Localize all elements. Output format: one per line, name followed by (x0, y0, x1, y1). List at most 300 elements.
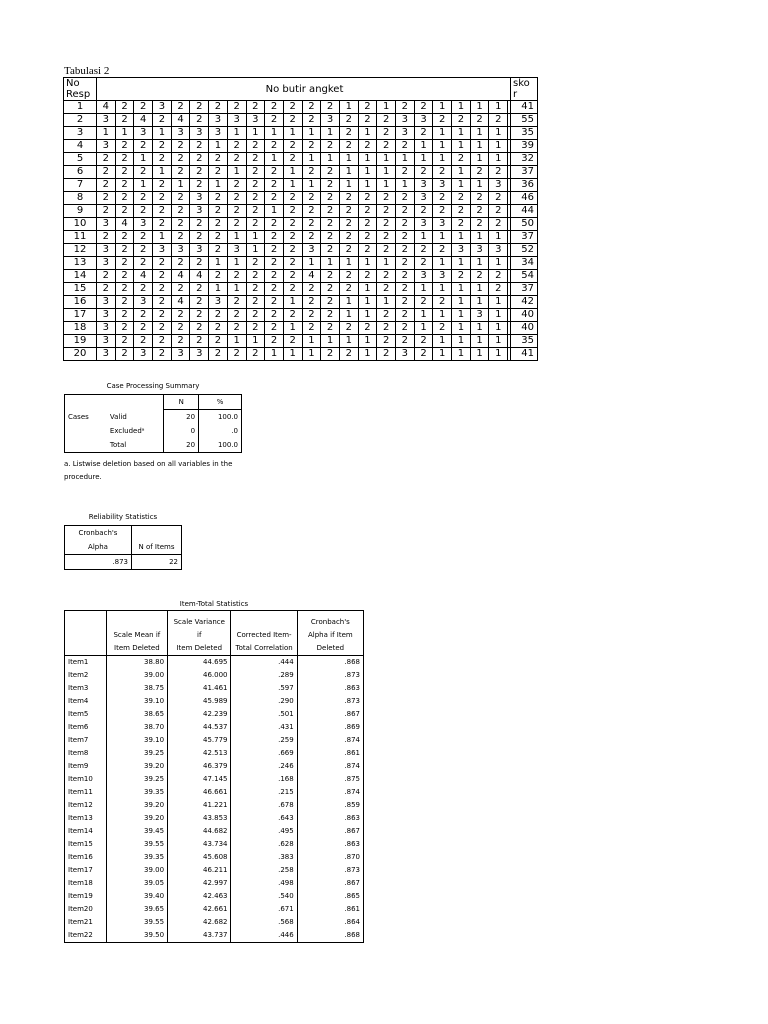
scale-mean-cell: 39.40 (106, 890, 167, 903)
item-score-cell: 2 (246, 270, 265, 283)
item-score-cell: 2 (209, 322, 228, 335)
item-score-cell: 2 (227, 270, 246, 283)
corrected-correlation-cell: .628 (231, 838, 297, 851)
item-score-cell: 2 (339, 192, 358, 205)
total-score-cell: 42 (511, 296, 538, 309)
scale-variance-cell: 44.537 (168, 721, 231, 734)
scale-variance-cell: 46.661 (168, 786, 231, 799)
item-score-cell: 3 (153, 244, 172, 257)
item-score-cell: 2 (153, 179, 172, 192)
item-score-cell: 3 (171, 348, 190, 361)
corrected-correlation-cell: .597 (231, 682, 297, 695)
item-score-cell: 1 (452, 140, 471, 153)
item-score-cell: 2 (283, 153, 302, 166)
scale-mean-header: Scale Mean if Item Deleted (106, 611, 167, 656)
item-score-cell: 2 (414, 335, 433, 348)
item-score-cell: 1 (302, 257, 321, 270)
item-score-cell: 3 (97, 114, 116, 127)
total-score-cell: 44 (511, 205, 538, 218)
item-score-cell: 3 (227, 114, 246, 127)
alpha-if-deleted-header: Cronbach's Alpha if Item Deleted (297, 611, 363, 656)
item-score-cell: 2 (377, 218, 396, 231)
item-score-cell: 2 (265, 257, 284, 270)
item-score-cell: 2 (302, 101, 321, 114)
item-score-cell: 1 (339, 101, 358, 114)
item-score-cell: 2 (153, 309, 172, 322)
total-score-cell: 37 (511, 231, 538, 244)
item-total-row (65, 669, 364, 682)
total-score-cell: 41 (511, 348, 538, 361)
item-total-row (65, 747, 364, 760)
item-score-cell: 2 (190, 101, 209, 114)
tabulasi-row (64, 244, 538, 257)
tabulasi-row (64, 127, 538, 140)
item-label: Item20 (65, 903, 107, 916)
item-score-cell: 2 (209, 218, 228, 231)
alpha-if-deleted-cell: .868 (297, 929, 363, 943)
item-score-cell: 2 (396, 270, 415, 283)
reliability-table (64, 525, 182, 570)
item-total-row (65, 812, 364, 825)
item-score-cell: 3 (489, 244, 508, 257)
scale-variance-cell: 43.737 (168, 929, 231, 943)
item-score-cell: 2 (171, 309, 190, 322)
item-score-cell: 2 (134, 231, 153, 244)
item-score-cell: 2 (302, 283, 321, 296)
alpha-if-deleted-cell: .863 (297, 812, 363, 825)
item-label: Item3 (65, 682, 107, 695)
item-score-cell: 2 (321, 218, 340, 231)
item-score-cell: 2 (414, 257, 433, 270)
item-score-cell: 2 (302, 140, 321, 153)
item-score-cell: 1 (470, 140, 489, 153)
scale-variance-cell: 42.997 (168, 877, 231, 890)
item-score-cell: 2 (171, 231, 190, 244)
item-score-cell: 2 (377, 140, 396, 153)
item-score-cell: 1 (358, 296, 377, 309)
item-score-cell: 2 (414, 101, 433, 114)
item-score-cell: 1 (470, 335, 489, 348)
item-score-cell: 2 (190, 140, 209, 153)
item-score-cell: 2 (134, 101, 153, 114)
item-score-cell: 1 (452, 335, 471, 348)
item-score-cell: 2 (321, 231, 340, 244)
scale-mean-cell: 39.20 (106, 812, 167, 825)
item-score-cell: 2 (396, 283, 415, 296)
alpha-if-deleted-cell: .873 (297, 864, 363, 877)
item-score-cell: 2 (171, 192, 190, 205)
scale-variance-cell: 42.661 (168, 903, 231, 916)
resp-number-cell: 4 (64, 140, 97, 153)
item-score-cell: 1 (433, 335, 452, 348)
item-score-cell: 2 (209, 205, 228, 218)
total-score-cell: 40 (511, 322, 538, 335)
item-score-cell: 2 (153, 140, 172, 153)
item-score-cell: 4 (171, 114, 190, 127)
item-score-cell: 1 (396, 153, 415, 166)
item-score-cell: 2 (246, 166, 265, 179)
alpha-if-deleted-cell: .874 (297, 734, 363, 747)
item-score-cell: 2 (190, 283, 209, 296)
item-score-cell: 2 (265, 283, 284, 296)
scale-mean-cell: 39.20 (106, 760, 167, 773)
item-score-cell: 1 (358, 166, 377, 179)
item-score-cell: 3 (97, 218, 116, 231)
item-total-title: Item-Total Statistics (179, 600, 249, 608)
total-score-cell: 40 (511, 309, 538, 322)
item-score-cell: 3 (171, 127, 190, 140)
item-score-cell: 3 (97, 244, 116, 257)
item-score-cell: 2 (171, 153, 190, 166)
item-score-cell: 1 (470, 322, 489, 335)
pct-header: % (199, 395, 242, 410)
corrected-correlation-cell: .289 (231, 669, 297, 682)
item-score-cell: 1 (283, 296, 302, 309)
item-score-cell: 1 (153, 166, 172, 179)
scale-mean-cell: 39.20 (106, 799, 167, 812)
item-score-cell: 2 (302, 218, 321, 231)
resp-number-cell: 1 (64, 101, 97, 114)
scale-mean-cell: 39.55 (106, 916, 167, 929)
item-score-cell: 2 (246, 348, 265, 361)
item-score-cell: 2 (115, 205, 134, 218)
item-total-row (65, 903, 364, 916)
item-score-cell: 2 (321, 205, 340, 218)
alpha-if-deleted-cell: .873 (297, 695, 363, 708)
item-score-cell: 2 (153, 192, 172, 205)
item-score-cell: 1 (414, 283, 433, 296)
item-total-row (65, 773, 364, 786)
resp-number-cell: 17 (64, 309, 97, 322)
item-score-cell: 2 (283, 218, 302, 231)
item-score-cell: 2 (246, 205, 265, 218)
item-score-cell: 1 (302, 127, 321, 140)
scale-variance-cell: 45.779 (168, 734, 231, 747)
n-of-items-header: N of Items (132, 526, 182, 555)
item-score-cell: 2 (246, 179, 265, 192)
item-score-cell: 2 (209, 192, 228, 205)
resp-number-cell: 6 (64, 166, 97, 179)
item-score-cell: 3 (97, 309, 116, 322)
alpha-if-deleted-cell: .864 (297, 916, 363, 929)
total-score-cell: 55 (511, 114, 538, 127)
item-score-cell: 2 (377, 335, 396, 348)
item-score-cell: 2 (227, 296, 246, 309)
item-score-cell: 1 (489, 296, 508, 309)
item-score-cell: 1 (489, 322, 508, 335)
item-score-cell: 1 (377, 101, 396, 114)
item-score-cell: 2 (283, 140, 302, 153)
item-score-cell: 2 (134, 192, 153, 205)
item-score-cell: 2 (227, 192, 246, 205)
item-score-cell: 1 (452, 296, 471, 309)
item-score-cell: 1 (209, 257, 228, 270)
tabulasi-row (64, 101, 538, 114)
item-total-row (65, 799, 364, 812)
item-score-cell: 1 (489, 101, 508, 114)
total-score-cell: 39 (511, 140, 538, 153)
item-score-cell: 2 (358, 205, 377, 218)
item-score-cell: 2 (227, 179, 246, 192)
item-score-cell: 1 (246, 335, 265, 348)
item-score-cell: 2 (283, 283, 302, 296)
item-score-cell: 2 (433, 322, 452, 335)
item-score-cell: 1 (452, 101, 471, 114)
item-score-cell: 1 (227, 257, 246, 270)
item-score-cell: 2 (209, 270, 228, 283)
tabulasi-row (64, 309, 538, 322)
item-score-cell: 2 (190, 218, 209, 231)
scale-variance-cell: 44.695 (168, 656, 231, 670)
item-score-cell: 2 (358, 114, 377, 127)
item-score-cell: 2 (283, 335, 302, 348)
item-score-cell: 1 (339, 309, 358, 322)
item-score-cell: 2 (265, 335, 284, 348)
corrected-correlation-cell: .446 (231, 929, 297, 943)
item-score-cell: 2 (246, 309, 265, 322)
total-score-cell: 54 (511, 270, 538, 283)
scale-variance-cell: 42.682 (168, 916, 231, 929)
alpha-if-deleted-cell: .873 (297, 669, 363, 682)
item-score-cell: 2 (377, 114, 396, 127)
item-score-cell: 2 (396, 101, 415, 114)
item-score-cell: 2 (321, 348, 340, 361)
item-score-cell: 2 (396, 335, 415, 348)
item-score-cell: 2 (134, 257, 153, 270)
corrected-correlation-cell: .495 (231, 825, 297, 838)
item-score-cell: 2 (396, 257, 415, 270)
item-score-cell: 1 (414, 322, 433, 335)
item-score-cell: 2 (470, 166, 489, 179)
item-score-cell: 1 (339, 335, 358, 348)
item-score-cell: 2 (396, 309, 415, 322)
item-label: Item18 (65, 877, 107, 890)
no-butir-angket-header: No butir angket (97, 78, 511, 101)
item-score-cell: 2 (134, 283, 153, 296)
item-score-cell: 2 (134, 309, 153, 322)
item-score-cell: 2 (227, 322, 246, 335)
scale-mean-cell: 39.05 (106, 877, 167, 890)
item-score-cell: 2 (209, 166, 228, 179)
resp-number-cell: 11 (64, 231, 97, 244)
item-score-cell: 1 (489, 309, 508, 322)
item-total-row (65, 851, 364, 864)
item-score-cell: 2 (396, 205, 415, 218)
scale-mean-cell: 38.80 (106, 656, 167, 670)
reliability-title: Reliability Statistics (88, 513, 158, 521)
scale-mean-cell: 38.70 (106, 721, 167, 734)
item-score-cell: 3 (433, 270, 452, 283)
item-score-cell: 1 (470, 231, 489, 244)
item-score-cell: 2 (171, 283, 190, 296)
item-score-cell: 1 (489, 140, 508, 153)
tabulasi-row (64, 114, 538, 127)
item-score-cell: 2 (339, 244, 358, 257)
item-score-cell: 2 (265, 192, 284, 205)
resp-number-cell: 16 (64, 296, 97, 309)
item-score-cell: 2 (246, 257, 265, 270)
case-processing-table (64, 394, 242, 453)
item-score-cell: 1 (171, 179, 190, 192)
item-score-cell: 2 (97, 179, 116, 192)
item-score-cell: 2 (302, 322, 321, 335)
total-score-cell: 34 (511, 257, 538, 270)
item-score-cell: 1 (433, 283, 452, 296)
item-score-cell: 1 (265, 348, 284, 361)
item-label: Item16 (65, 851, 107, 864)
item-score-cell: 2 (489, 192, 508, 205)
item-score-cell: 2 (209, 153, 228, 166)
scale-mean-cell: 39.45 (106, 825, 167, 838)
item-score-cell: 2 (246, 101, 265, 114)
item-score-cell: 2 (265, 322, 284, 335)
tabulasi-table (63, 77, 538, 361)
item-score-cell: 2 (115, 179, 134, 192)
item-score-cell: 1 (452, 179, 471, 192)
item-score-cell: 2 (339, 205, 358, 218)
item-score-cell: 3 (414, 218, 433, 231)
item-score-cell: 1 (489, 335, 508, 348)
total-score-cell: 32 (511, 153, 538, 166)
tabulasi-row (64, 166, 538, 179)
item-score-cell: 4 (302, 270, 321, 283)
item-score-cell: 2 (302, 296, 321, 309)
item-score-cell: 1 (452, 309, 471, 322)
scale-mean-cell: 38.75 (106, 682, 167, 695)
item-score-cell: 3 (97, 140, 116, 153)
item-score-cell: 2 (414, 244, 433, 257)
item-total-row (65, 721, 364, 734)
alpha-if-deleted-cell: .863 (297, 838, 363, 851)
reliability-header-row (65, 526, 182, 555)
item-score-cell: 2 (115, 114, 134, 127)
scale-variance-cell: 45.608 (168, 851, 231, 864)
item-score-cell: 2 (227, 140, 246, 153)
item-score-cell: 1 (396, 179, 415, 192)
item-score-cell: 2 (153, 283, 172, 296)
item-total-row (65, 656, 364, 670)
item-score-cell: 2 (265, 114, 284, 127)
item-score-cell: 2 (209, 231, 228, 244)
item-score-cell: 2 (396, 140, 415, 153)
item-score-cell: 1 (489, 231, 508, 244)
item-score-cell: 1 (377, 179, 396, 192)
item-score-cell: 1 (97, 127, 116, 140)
item-score-cell: 2 (321, 322, 340, 335)
total-score-cell: 46 (511, 192, 538, 205)
scale-variance-cell: 42.239 (168, 708, 231, 721)
item-score-cell: 2 (190, 296, 209, 309)
item-total-row (65, 695, 364, 708)
item-score-cell: 2 (470, 218, 489, 231)
item-score-cell: 2 (246, 140, 265, 153)
item-score-cell: 3 (97, 257, 116, 270)
item-score-cell: 2 (97, 205, 116, 218)
item-score-cell: 2 (470, 114, 489, 127)
item-label: Item7 (65, 734, 107, 747)
resp-number-cell: 19 (64, 335, 97, 348)
item-score-cell: 2 (227, 309, 246, 322)
item-score-cell: 2 (227, 153, 246, 166)
item-score-cell: 2 (153, 296, 172, 309)
corrected-correlation-cell: .383 (231, 851, 297, 864)
item-score-cell: 4 (134, 270, 153, 283)
item-score-cell: 2 (489, 270, 508, 283)
item-label: Item17 (65, 864, 107, 877)
item-score-cell: 2 (97, 153, 116, 166)
item-score-cell: 1 (433, 127, 452, 140)
item-score-cell: 1 (452, 348, 471, 361)
item-score-cell: 2 (302, 231, 321, 244)
item-score-cell: 2 (489, 114, 508, 127)
item-score-cell: 3 (134, 348, 153, 361)
corrected-item-total-header: Corrected Item- Total Correlation (231, 611, 297, 656)
item-score-cell: 4 (190, 270, 209, 283)
item-score-cell: 2 (209, 348, 228, 361)
item-score-cell: 2 (339, 231, 358, 244)
item-score-cell: 2 (302, 205, 321, 218)
tabulasi-row (64, 153, 538, 166)
item-score-cell: 2 (171, 205, 190, 218)
item-score-cell: 2 (302, 114, 321, 127)
resp-number-cell: 20 (64, 348, 97, 361)
item-score-cell: 3 (209, 296, 228, 309)
resp-number-cell: 13 (64, 257, 97, 270)
resp-number-cell: 18 (64, 322, 97, 335)
item-score-cell: 2 (414, 296, 433, 309)
item-score-cell: 1 (283, 166, 302, 179)
item-score-cell: 2 (414, 205, 433, 218)
item-label: Item9 (65, 760, 107, 773)
total-score-cell: 52 (511, 244, 538, 257)
tabulasi-row (64, 205, 538, 218)
corrected-correlation-cell: .643 (231, 812, 297, 825)
item-total-row (65, 734, 364, 747)
item-score-cell: 1 (433, 101, 452, 114)
item-score-cell: 3 (414, 114, 433, 127)
item-score-cell: 2 (283, 270, 302, 283)
item-score-cell: 1 (302, 348, 321, 361)
cronbach-alpha-value: .873 (65, 555, 132, 570)
item-score-cell: 1 (209, 283, 228, 296)
item-score-cell: 2 (339, 218, 358, 231)
tabulasi-header-row (64, 78, 538, 101)
item-score-cell: 2 (115, 283, 134, 296)
item-score-cell: 2 (396, 231, 415, 244)
scale-mean-cell: 39.35 (106, 786, 167, 799)
scale-variance-cell: 41.461 (168, 682, 231, 695)
item-label: Item13 (65, 812, 107, 825)
case-row-excluded: Excludedᵃ 0 .0 (65, 424, 242, 438)
item-score-cell: 2 (358, 270, 377, 283)
item-score-cell: 3 (190, 127, 209, 140)
case-row-total: Total 20 100.0 (65, 438, 242, 453)
item-score-cell: 1 (339, 166, 358, 179)
resp-number-cell: 3 (64, 127, 97, 140)
item-score-cell: 3 (414, 179, 433, 192)
item-score-cell: 1 (283, 179, 302, 192)
item-score-cell: 2 (171, 335, 190, 348)
item-score-cell: 2 (153, 257, 172, 270)
item-score-cell: 2 (134, 335, 153, 348)
item-score-cell: 1 (358, 257, 377, 270)
scale-mean-cell: 38.65 (106, 708, 167, 721)
item-score-cell: 1 (489, 257, 508, 270)
item-score-cell: 2 (283, 231, 302, 244)
item-score-cell: 3 (452, 244, 471, 257)
corrected-correlation-cell: .501 (231, 708, 297, 721)
item-score-cell: 2 (246, 218, 265, 231)
